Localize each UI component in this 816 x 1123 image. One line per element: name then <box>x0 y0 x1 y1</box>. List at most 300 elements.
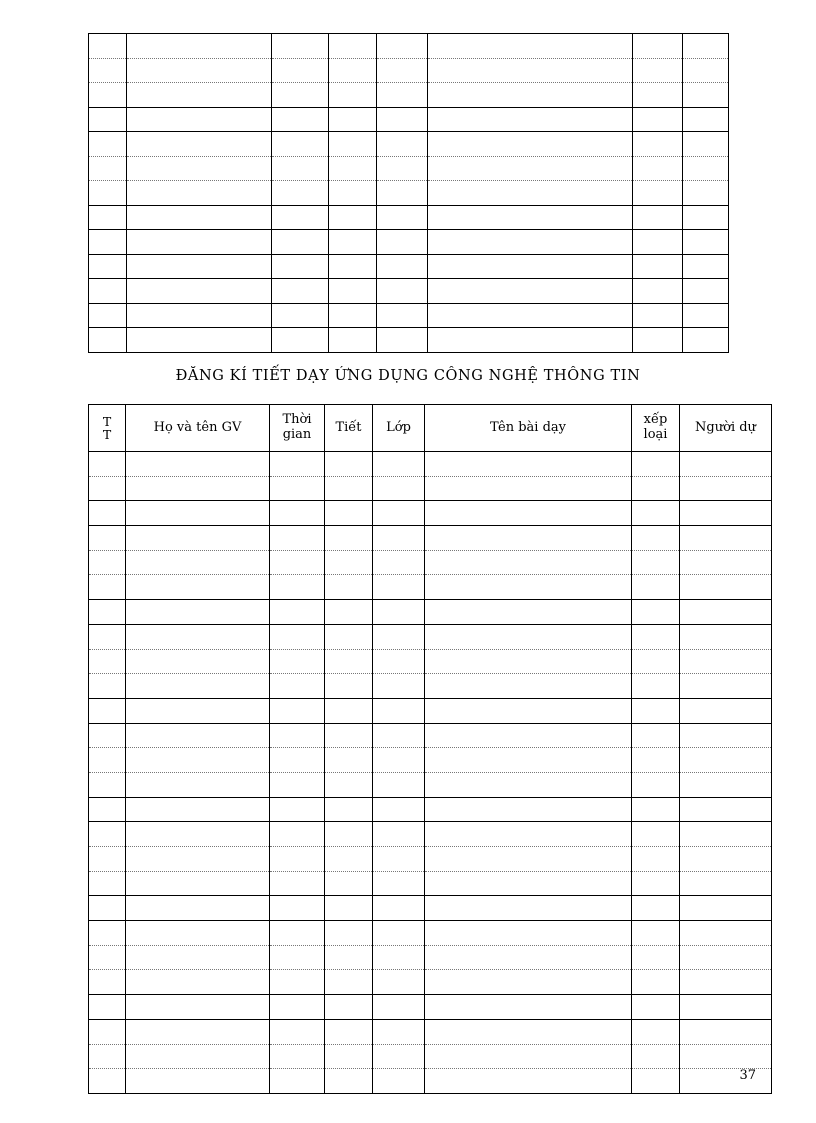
table-cell[interactable] <box>325 550 373 575</box>
table-cell[interactable] <box>325 896 373 921</box>
table-cell[interactable] <box>428 34 633 59</box>
table-cell[interactable] <box>373 550 425 575</box>
table-cell[interactable] <box>632 600 680 625</box>
table-cell[interactable] <box>126 698 270 723</box>
table-cell[interactable] <box>680 575 772 600</box>
table-cell[interactable] <box>270 772 325 797</box>
table-cell[interactable] <box>270 871 325 896</box>
table-cell[interactable] <box>270 501 325 526</box>
table-cell[interactable] <box>126 501 270 526</box>
table-cell[interactable] <box>325 871 373 896</box>
table-cell[interactable] <box>126 624 270 649</box>
table-cell[interactable] <box>428 83 633 108</box>
table-cell[interactable] <box>633 34 683 59</box>
table-cell[interactable] <box>325 649 373 674</box>
table-cell[interactable] <box>633 303 683 328</box>
table-cell[interactable] <box>270 550 325 575</box>
table-cell[interactable] <box>126 1069 270 1094</box>
table-cell[interactable] <box>373 772 425 797</box>
table-cell[interactable] <box>89 772 126 797</box>
table-cell[interactable] <box>89 674 126 699</box>
table-cell[interactable] <box>680 748 772 773</box>
table-cell[interactable] <box>126 896 270 921</box>
table-cell[interactable] <box>425 970 632 995</box>
table-cell[interactable] <box>377 58 428 83</box>
table-cell[interactable] <box>632 896 680 921</box>
table-cell[interactable] <box>89 1069 126 1094</box>
table-cell[interactable] <box>683 230 729 255</box>
table-cell[interactable] <box>373 526 425 551</box>
table-cell[interactable] <box>632 797 680 822</box>
table-cell[interactable] <box>425 550 632 575</box>
table-cell[interactable] <box>632 970 680 995</box>
table-cell[interactable] <box>632 526 680 551</box>
table-cell[interactable] <box>272 58 329 83</box>
table-cell[interactable] <box>329 83 377 108</box>
table-cell[interactable] <box>329 328 377 353</box>
table-cell[interactable] <box>329 34 377 59</box>
table-cell[interactable] <box>325 452 373 477</box>
table-cell[interactable] <box>377 132 428 157</box>
table-cell[interactable] <box>425 649 632 674</box>
table-cell[interactable] <box>377 83 428 108</box>
table-cell[interactable] <box>329 279 377 304</box>
table-cell[interactable] <box>425 871 632 896</box>
table-cell[interactable] <box>632 501 680 526</box>
table-cell[interactable] <box>680 674 772 699</box>
table-cell[interactable] <box>89 550 126 575</box>
table-cell[interactable] <box>325 476 373 501</box>
table-cell[interactable] <box>89 156 127 181</box>
table-cell[interactable] <box>428 230 633 255</box>
table-cell[interactable] <box>680 1069 772 1094</box>
table-cell[interactable] <box>89 896 126 921</box>
table-cell[interactable] <box>325 1069 373 1094</box>
table-cell[interactable] <box>632 649 680 674</box>
table-cell[interactable] <box>373 674 425 699</box>
table-cell[interactable] <box>373 1044 425 1069</box>
table-cell[interactable] <box>127 254 272 279</box>
table-cell[interactable] <box>127 107 272 132</box>
table-cell[interactable] <box>325 995 373 1020</box>
table-cell[interactable] <box>425 575 632 600</box>
table-cell[interactable] <box>680 649 772 674</box>
table-cell[interactable] <box>270 797 325 822</box>
table-cell[interactable] <box>126 847 270 872</box>
table-cell[interactable] <box>270 945 325 970</box>
table-cell[interactable] <box>329 303 377 328</box>
table-cell[interactable] <box>425 624 632 649</box>
table-cell[interactable] <box>325 921 373 946</box>
table-cell[interactable] <box>270 526 325 551</box>
table-cell[interactable] <box>272 34 329 59</box>
table-cell[interactable] <box>373 575 425 600</box>
table-cell[interactable] <box>680 995 772 1020</box>
table-cell[interactable] <box>425 748 632 773</box>
table-cell[interactable] <box>329 254 377 279</box>
table-cell[interactable] <box>373 822 425 847</box>
table-cell[interactable] <box>329 58 377 83</box>
table-cell[interactable] <box>680 772 772 797</box>
table-cell[interactable] <box>377 205 428 230</box>
table-cell[interactable] <box>633 83 683 108</box>
table-cell[interactable] <box>425 1019 632 1044</box>
table-cell[interactable] <box>329 230 377 255</box>
table-cell[interactable] <box>89 181 127 206</box>
table-cell[interactable] <box>680 921 772 946</box>
table-cell[interactable] <box>680 452 772 477</box>
table-cell[interactable] <box>373 945 425 970</box>
table-cell[interactable] <box>126 871 270 896</box>
table-cell[interactable] <box>633 132 683 157</box>
table-cell[interactable] <box>325 945 373 970</box>
table-cell[interactable] <box>89 797 126 822</box>
table-cell[interactable] <box>632 921 680 946</box>
table-cell[interactable] <box>373 452 425 477</box>
table-cell[interactable] <box>89 501 126 526</box>
table-cell[interactable] <box>373 797 425 822</box>
table-cell[interactable] <box>272 303 329 328</box>
table-cell[interactable] <box>683 254 729 279</box>
table-cell[interactable] <box>89 649 126 674</box>
table-cell[interactable] <box>632 847 680 872</box>
table-cell[interactable] <box>126 1019 270 1044</box>
table-cell[interactable] <box>325 698 373 723</box>
table-cell[interactable] <box>89 575 126 600</box>
table-cell[interactable] <box>325 797 373 822</box>
table-cell[interactable] <box>272 83 329 108</box>
table-cell[interactable] <box>428 328 633 353</box>
table-cell[interactable] <box>89 230 127 255</box>
table-cell[interactable] <box>373 476 425 501</box>
table-cell[interactable] <box>127 205 272 230</box>
table-cell[interactable] <box>373 1019 425 1044</box>
table-cell[interactable] <box>632 772 680 797</box>
table-cell[interactable] <box>632 748 680 773</box>
table-cell[interactable] <box>373 871 425 896</box>
table-cell[interactable] <box>89 132 127 157</box>
table-cell[interactable] <box>425 822 632 847</box>
table-cell[interactable] <box>270 600 325 625</box>
table-cell[interactable] <box>680 945 772 970</box>
table-cell[interactable] <box>680 624 772 649</box>
table-cell[interactable] <box>425 896 632 921</box>
table-cell[interactable] <box>126 748 270 773</box>
table-cell[interactable] <box>377 328 428 353</box>
table-cell[interactable] <box>126 995 270 1020</box>
table-cell[interactable] <box>127 132 272 157</box>
table-cell[interactable] <box>329 107 377 132</box>
table-cell[interactable] <box>89 476 126 501</box>
table-cell[interactable] <box>632 575 680 600</box>
table-cell[interactable] <box>127 303 272 328</box>
table-cell[interactable] <box>632 1019 680 1044</box>
table-cell[interactable] <box>329 181 377 206</box>
table-cell[interactable] <box>428 254 633 279</box>
table-cell[interactable] <box>126 945 270 970</box>
table-cell[interactable] <box>127 230 272 255</box>
table-cell[interactable] <box>89 526 126 551</box>
table-cell[interactable] <box>683 156 729 181</box>
table-cell[interactable] <box>428 181 633 206</box>
table-cell[interactable] <box>425 921 632 946</box>
table-cell[interactable] <box>272 107 329 132</box>
table-cell[interactable] <box>272 230 329 255</box>
table-cell[interactable] <box>325 822 373 847</box>
table-cell[interactable] <box>632 624 680 649</box>
table-cell[interactable] <box>325 575 373 600</box>
table-cell[interactable] <box>126 970 270 995</box>
table-cell[interactable] <box>680 600 772 625</box>
table-cell[interactable] <box>272 328 329 353</box>
table-cell[interactable] <box>425 600 632 625</box>
table-cell[interactable] <box>425 945 632 970</box>
table-cell[interactable] <box>425 1044 632 1069</box>
table-cell[interactable] <box>329 156 377 181</box>
table-cell[interactable] <box>428 303 633 328</box>
table-cell[interactable] <box>632 945 680 970</box>
table-cell[interactable] <box>126 550 270 575</box>
table-cell[interactable] <box>126 1044 270 1069</box>
table-cell[interactable] <box>633 181 683 206</box>
table-cell[interactable] <box>680 476 772 501</box>
table-cell[interactable] <box>270 723 325 748</box>
table-cell[interactable] <box>272 205 329 230</box>
table-cell[interactable] <box>89 723 126 748</box>
table-cell[interactable] <box>683 107 729 132</box>
table-cell[interactable] <box>633 230 683 255</box>
table-cell[interactable] <box>270 698 325 723</box>
table-cell[interactable] <box>126 921 270 946</box>
table-cell[interactable] <box>126 476 270 501</box>
table-cell[interactable] <box>680 550 772 575</box>
table-cell[interactable] <box>680 970 772 995</box>
table-cell[interactable] <box>126 772 270 797</box>
table-cell[interactable] <box>126 526 270 551</box>
table-cell[interactable] <box>270 476 325 501</box>
table-cell[interactable] <box>89 698 126 723</box>
table-cell[interactable] <box>270 674 325 699</box>
table-cell[interactable] <box>428 156 633 181</box>
table-cell[interactable] <box>89 34 127 59</box>
table-cell[interactable] <box>270 847 325 872</box>
table-cell[interactable] <box>373 847 425 872</box>
table-cell[interactable] <box>89 921 126 946</box>
table-cell[interactable] <box>683 83 729 108</box>
table-cell[interactable] <box>683 279 729 304</box>
table-cell[interactable] <box>425 674 632 699</box>
table-cell[interactable] <box>89 945 126 970</box>
table-cell[interactable] <box>270 995 325 1020</box>
table-cell[interactable] <box>89 58 127 83</box>
table-cell[interactable] <box>270 896 325 921</box>
table-cell[interactable] <box>632 674 680 699</box>
table-cell[interactable] <box>377 34 428 59</box>
table-cell[interactable] <box>680 1044 772 1069</box>
table-cell[interactable] <box>425 723 632 748</box>
table-cell[interactable] <box>428 58 633 83</box>
table-cell[interactable] <box>377 181 428 206</box>
table-cell[interactable] <box>425 452 632 477</box>
table-cell[interactable] <box>425 1069 632 1094</box>
table-cell[interactable] <box>127 58 272 83</box>
table-cell[interactable] <box>325 674 373 699</box>
table-cell[interactable] <box>632 995 680 1020</box>
table-cell[interactable] <box>373 649 425 674</box>
table-cell[interactable] <box>325 772 373 797</box>
table-cell[interactable] <box>680 526 772 551</box>
table-cell[interactable] <box>126 797 270 822</box>
table-cell[interactable] <box>272 132 329 157</box>
table-cell[interactable] <box>270 970 325 995</box>
table-cell[interactable] <box>325 723 373 748</box>
table-cell[interactable] <box>373 624 425 649</box>
table-cell[interactable] <box>632 452 680 477</box>
table-cell[interactable] <box>89 303 127 328</box>
table-cell[interactable] <box>425 698 632 723</box>
table-cell[interactable] <box>325 526 373 551</box>
table-cell[interactable] <box>89 970 126 995</box>
table-cell[interactable] <box>89 995 126 1020</box>
table-cell[interactable] <box>425 995 632 1020</box>
table-cell[interactable] <box>428 279 633 304</box>
table-cell[interactable] <box>425 526 632 551</box>
table-cell[interactable] <box>270 1069 325 1094</box>
table-cell[interactable] <box>377 303 428 328</box>
table-cell[interactable] <box>683 303 729 328</box>
table-cell[interactable] <box>127 83 272 108</box>
table-cell[interactable] <box>89 748 126 773</box>
table-cell[interactable] <box>680 698 772 723</box>
table-cell[interactable] <box>428 132 633 157</box>
table-cell[interactable] <box>325 847 373 872</box>
table-cell[interactable] <box>373 748 425 773</box>
table-cell[interactable] <box>373 995 425 1020</box>
table-cell[interactable] <box>329 205 377 230</box>
table-cell[interactable] <box>428 107 633 132</box>
table-cell[interactable] <box>683 58 729 83</box>
table-cell[interactable] <box>126 822 270 847</box>
table-cell[interactable] <box>325 501 373 526</box>
table-cell[interactable] <box>633 205 683 230</box>
table-cell[interactable] <box>325 1019 373 1044</box>
table-cell[interactable] <box>89 328 127 353</box>
table-cell[interactable] <box>680 501 772 526</box>
table-cell[interactable] <box>633 107 683 132</box>
table-cell[interactable] <box>680 847 772 872</box>
table-cell[interactable] <box>329 132 377 157</box>
table-cell[interactable] <box>127 279 272 304</box>
table-cell[interactable] <box>270 575 325 600</box>
table-cell[interactable] <box>373 1069 425 1094</box>
table-cell[interactable] <box>632 698 680 723</box>
table-cell[interactable] <box>126 649 270 674</box>
table-cell[interactable] <box>373 698 425 723</box>
table-cell[interactable] <box>89 847 126 872</box>
table-cell[interactable] <box>680 723 772 748</box>
table-cell[interactable] <box>127 156 272 181</box>
table-cell[interactable] <box>127 328 272 353</box>
table-cell[interactable] <box>373 970 425 995</box>
table-cell[interactable] <box>126 600 270 625</box>
table-cell[interactable] <box>89 83 127 108</box>
table-cell[interactable] <box>683 132 729 157</box>
table-cell[interactable] <box>683 328 729 353</box>
table-cell[interactable] <box>270 1019 325 1044</box>
table-cell[interactable] <box>270 624 325 649</box>
table-cell[interactable] <box>425 847 632 872</box>
table-cell[interactable] <box>89 1044 126 1069</box>
table-cell[interactable] <box>89 871 126 896</box>
table-cell[interactable] <box>325 624 373 649</box>
table-cell[interactable] <box>425 501 632 526</box>
table-cell[interactable] <box>377 254 428 279</box>
table-cell[interactable] <box>270 452 325 477</box>
table-cell[interactable] <box>325 600 373 625</box>
table-cell[interactable] <box>680 822 772 847</box>
table-cell[interactable] <box>377 279 428 304</box>
table-cell[interactable] <box>683 34 729 59</box>
table-cell[interactable] <box>89 205 127 230</box>
table-cell[interactable] <box>632 550 680 575</box>
table-cell[interactable] <box>127 181 272 206</box>
table-cell[interactable] <box>373 921 425 946</box>
table-cell[interactable] <box>683 181 729 206</box>
table-cell[interactable] <box>633 328 683 353</box>
table-cell[interactable] <box>373 723 425 748</box>
table-cell[interactable] <box>377 107 428 132</box>
table-cell[interactable] <box>632 723 680 748</box>
table-cell[interactable] <box>325 970 373 995</box>
table-cell[interactable] <box>680 871 772 896</box>
table-cell[interactable] <box>89 254 127 279</box>
table-cell[interactable] <box>126 452 270 477</box>
table-cell[interactable] <box>89 452 126 477</box>
table-cell[interactable] <box>126 575 270 600</box>
table-cell[interactable] <box>127 34 272 59</box>
table-cell[interactable] <box>377 230 428 255</box>
table-cell[interactable] <box>272 254 329 279</box>
table-cell[interactable] <box>325 1044 373 1069</box>
table-cell[interactable] <box>89 107 127 132</box>
table-cell[interactable] <box>89 624 126 649</box>
table-cell[interactable] <box>272 181 329 206</box>
table-cell[interactable] <box>428 205 633 230</box>
table-cell[interactable] <box>680 797 772 822</box>
table-cell[interactable] <box>272 279 329 304</box>
table-cell[interactable] <box>632 476 680 501</box>
table-cell[interactable] <box>89 279 127 304</box>
table-cell[interactable] <box>633 254 683 279</box>
table-cell[interactable] <box>632 822 680 847</box>
table-cell[interactable] <box>89 600 126 625</box>
table-cell[interactable] <box>632 1044 680 1069</box>
table-cell[interactable] <box>680 896 772 921</box>
table-cell[interactable] <box>126 674 270 699</box>
table-cell[interactable] <box>373 896 425 921</box>
table-cell[interactable] <box>633 58 683 83</box>
table-cell[interactable] <box>272 156 329 181</box>
table-cell[interactable] <box>270 748 325 773</box>
table-cell[interactable] <box>377 156 428 181</box>
table-cell[interactable] <box>89 1019 126 1044</box>
table-cell[interactable] <box>425 476 632 501</box>
table-cell[interactable] <box>325 748 373 773</box>
table-cell[interactable] <box>683 205 729 230</box>
table-cell[interactable] <box>373 600 425 625</box>
table-cell[interactable] <box>632 871 680 896</box>
table-cell[interactable] <box>680 1019 772 1044</box>
